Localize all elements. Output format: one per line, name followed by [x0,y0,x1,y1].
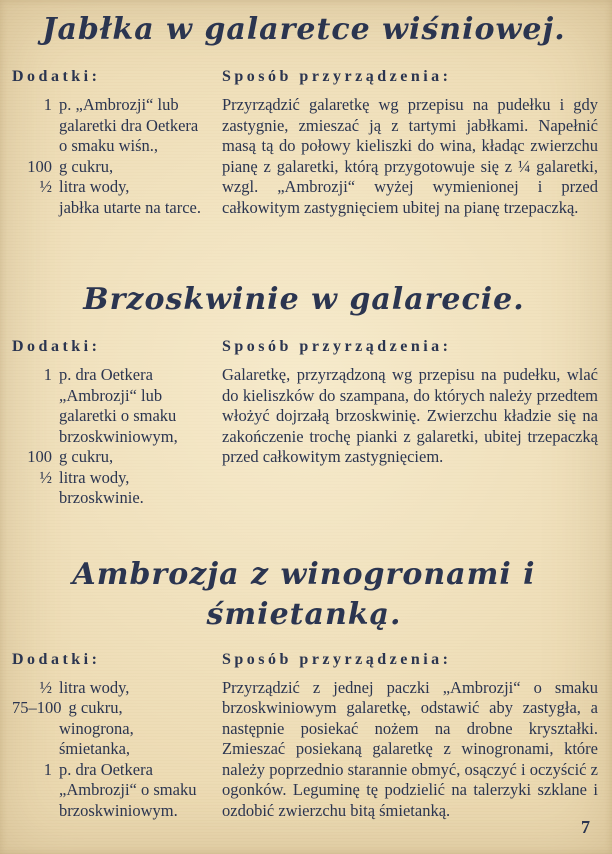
ingredient-quantity: 75–100 [12,698,62,717]
method-header: Sposób przyrządzenia: [222,338,452,355]
ingredient-row [12,739,210,760]
ingredients-list [12,365,210,509]
recipe-section-apples-in-cherry-jelly [10,10,598,218]
ingredient-row [12,95,210,157]
method-header: Sposób przyrządzenia: [222,650,452,668]
ingredients-column [10,336,210,509]
ingredient-row [12,719,210,740]
ingredient-row [12,468,210,489]
ingredient-row [12,365,210,447]
ingredient-text: litra wody, [59,177,130,196]
ingredient-text: litra wody, [59,467,130,487]
ingredient-text: g cukru, [59,156,114,176]
ingredient-quantity: 1 [43,759,52,779]
recipe-columns [10,649,598,822]
recipe-title: Brzoskwinie w galarecie. [83,282,525,317]
ingredient-text: g cukru, [68,698,123,717]
ingredient-quantity: 1 [43,95,52,114]
ingredient-text: p. dra Oetkera „Ambrozji“ lub galaretki o smaku brzoskwiniowym, [59,365,178,446]
ingredients-column [10,66,210,218]
method-column [210,66,598,218]
ingredients-header: Dodatki: [12,68,101,85]
ingredient-text: winogrona, [59,718,134,738]
ingredients-list [12,95,210,218]
ingredient-row [12,177,210,198]
recipe-columns [10,336,598,509]
page-number: 7 [581,817,590,837]
recipe-title: Ambrozja z winogronami i śmietanką. [72,556,536,632]
ingredient-row [12,447,210,468]
method-header: Sposób przyrządzenia: [222,68,452,85]
ingredient-text: jabłka utarte na tarce. [59,197,201,217]
ingredient-quantity: 100 [27,447,52,466]
ingredient-row [12,698,210,719]
ingredient-quantity: ½ [39,467,52,487]
ingredient-row [12,488,210,509]
recipe-section-ambrosia-with-grapes [10,555,598,822]
ingredient-text: śmietanka, [59,739,131,758]
method-column [210,336,598,468]
method-paragraph: Przyrządzić galaretkę wg przepisu na pudełku i gdy zastygnie, zmieszać ją z tartymi jabłkami. Napełnić masą tą do połowy kieliszki do wina, kładąc zwierzchu pianę z galaretki, którą przygotowuje się z ¼ galaretki, wzgl. „Ambrozji“ wyżej wymienionej i przed całkowitym zastygnięciem ubitej na pianę trzepaczką. [222,95,598,217]
ingredient-text: p. dra Oetkera „Ambrozji“ o smaku brzoskwiniowym. [59,759,197,820]
ingredients-list [12,678,210,822]
ingredient-row [12,198,210,219]
method-paragraph: Galaretkę, przyrządzoną wg przepisu na pudełku, wlać do kieliszków do szampana, do których należy przedtem włożyć dojrzałą brzoskwinię. Zwierzchu kładzie się na zakończenie trochę pianki z galaretki, ubitej trzepaczką przed całkowitym zastygnięciem. [222,365,598,466]
ingredient-text: p. „Ambrozji“ lub galaretki dra Oetkera o smaku wiśn., [59,95,199,155]
recipe-title: Jabłka w galaretce wiśniowej. [42,12,566,47]
recipe-section-peaches-in-jelly [10,280,598,509]
ingredient-text: litra wody, [59,677,130,697]
ingredient-text: brzoskwinie. [59,488,144,507]
method-column [210,649,598,822]
ingredient-quantity: ½ [39,177,52,196]
ingredient-quantity: ½ [39,677,52,697]
ingredients-column [10,649,210,822]
method-paragraph: Przyrządzić z jednej paczki „Ambrozji“ o smaku brzoskwiniowym galaretkę, odstawić aby zastygła, a następnie posiekać nożem na drobne kryształki. Zmieszać posiekaną galaretkę z winogronami, które należy poprzednio starannie obmyć, osączyć i oczyścić z ogonków. Leguminę tę podzielić na talerzyki szklane i ozdobić zwierzchu bitą śmietanką. [222,677,598,820]
recipe-columns [10,66,598,218]
ingredient-row [12,678,210,699]
ingredient-row [12,760,210,822]
ingredient-text: g cukru, [59,447,114,466]
ingredient-quantity: 100 [27,156,52,176]
ingredient-row [12,157,210,178]
ingredients-header: Dodatki: [12,338,101,355]
ingredient-quantity: 1 [43,365,52,384]
ingredients-header: Dodatki: [12,650,101,668]
